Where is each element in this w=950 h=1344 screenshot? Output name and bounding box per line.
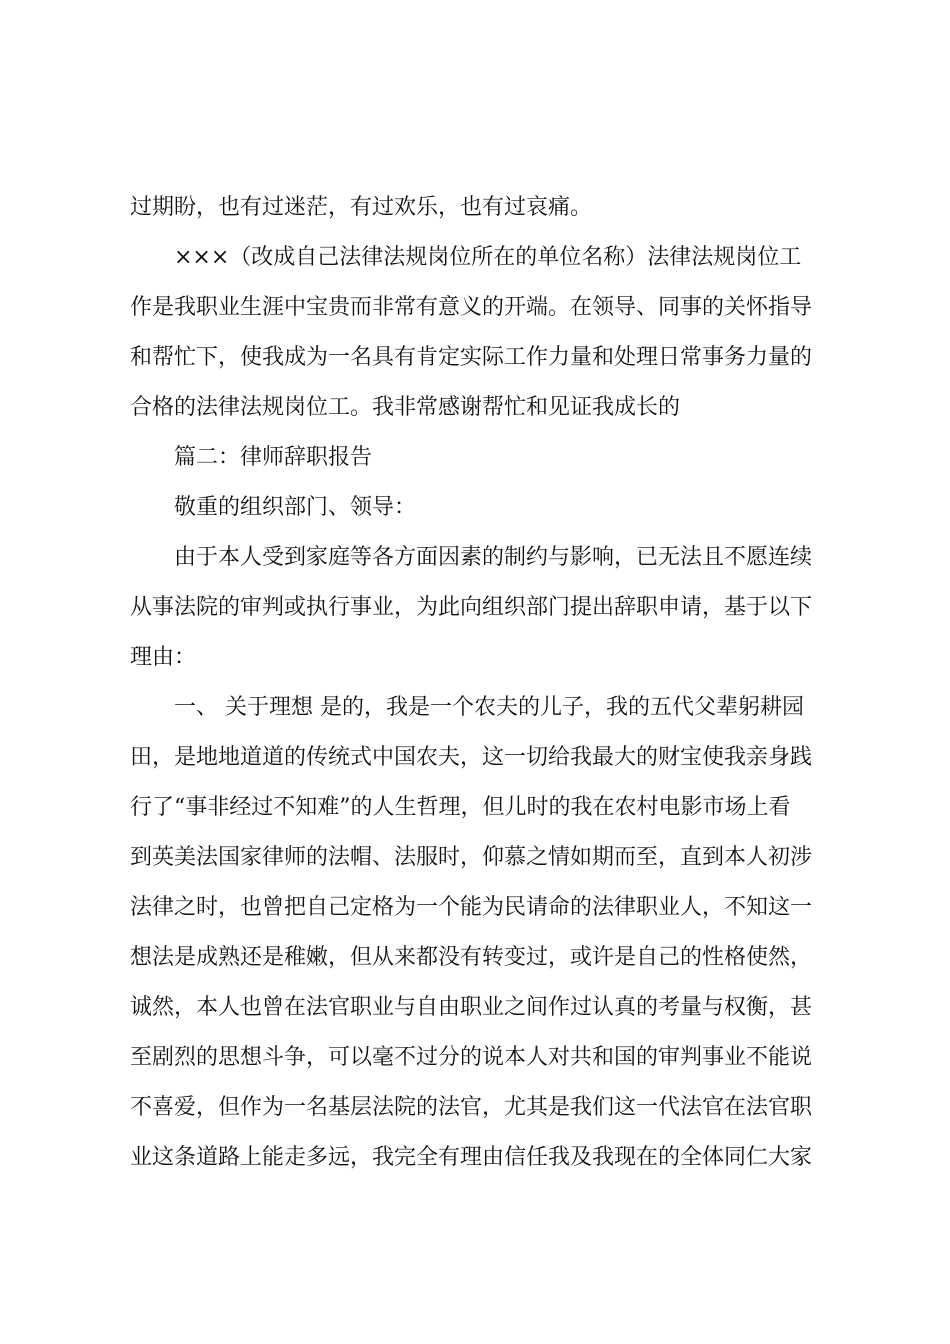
text-line: 过期盼，也有过迷茫，有过欢乐，也有过哀痛。 — [130, 195, 593, 220]
section-heading: 篇二：律师辞职报告 — [174, 445, 373, 470]
text-line: 理由： — [130, 645, 197, 670]
text-line: 法律之时，也曾把自己定格为一个能为民请命的法律职业人，不知这一 — [130, 895, 813, 920]
text-line: 至剧烈的思想斗争，可以毫不过分的说本人对共和国的审判事业不能说 — [130, 1045, 813, 1070]
text-line: 到英美法国家律师的法帽、法服时，仰慕之情如期而至，直到本人初涉 — [130, 845, 813, 870]
text-line: 田，是地地道道的传统式中国农夫，这一切给我最大的财宝使我亲身践 — [130, 745, 813, 770]
text-line: 不喜爱，但作为一名基层法院的法官，尤其是我们这一代法官在法官职 — [130, 1095, 813, 1120]
text-line: ×××（改成自己法律法规岗位所在的单位名称）法律法规岗位工 — [174, 245, 802, 270]
text-line: 从事法院的审判或执行事业，为此向组织部门提出辞职申请，基于以下 — [130, 595, 813, 620]
text-line: 作是我职业生涯中宝贵而非常有意义的开端。在领导、同事的关怀指导 — [130, 295, 813, 320]
salutation: 敬重的组织部门、领导： — [174, 495, 417, 520]
text-line: 业这条道路上能走多远，我完全有理由信任我及我现在的全体同仁大家 — [130, 1145, 813, 1170]
text-line: 一、 关于理想 是的，我是一个农夫的儿子，我的五代父辈躬耕园 — [174, 695, 804, 720]
text-line: 行了“事非经过不知难”的人生哲理，但儿时的我在农村电影市场上看 — [130, 795, 791, 820]
text-line: 想法是成熟还是稚嫩，但从来都没有转变过，或许是自己的性格使然， — [130, 945, 813, 970]
text-line: 诚然，本人也曾在法官职业与自由职业之间作过认真的考量与权衡，甚 — [130, 995, 813, 1020]
text-line: 合格的法律法规岗位工。我非常感谢帮忙和见证我成长的 — [130, 395, 681, 420]
text-line: 由于本人受到家庭等各方面因素的制约与影响，已无法且不愿连续 — [174, 545, 813, 570]
text-line: 和帮忙下，使我成为一名具有肯定实际工作力量和处理日常事务力量的 — [130, 345, 813, 370]
